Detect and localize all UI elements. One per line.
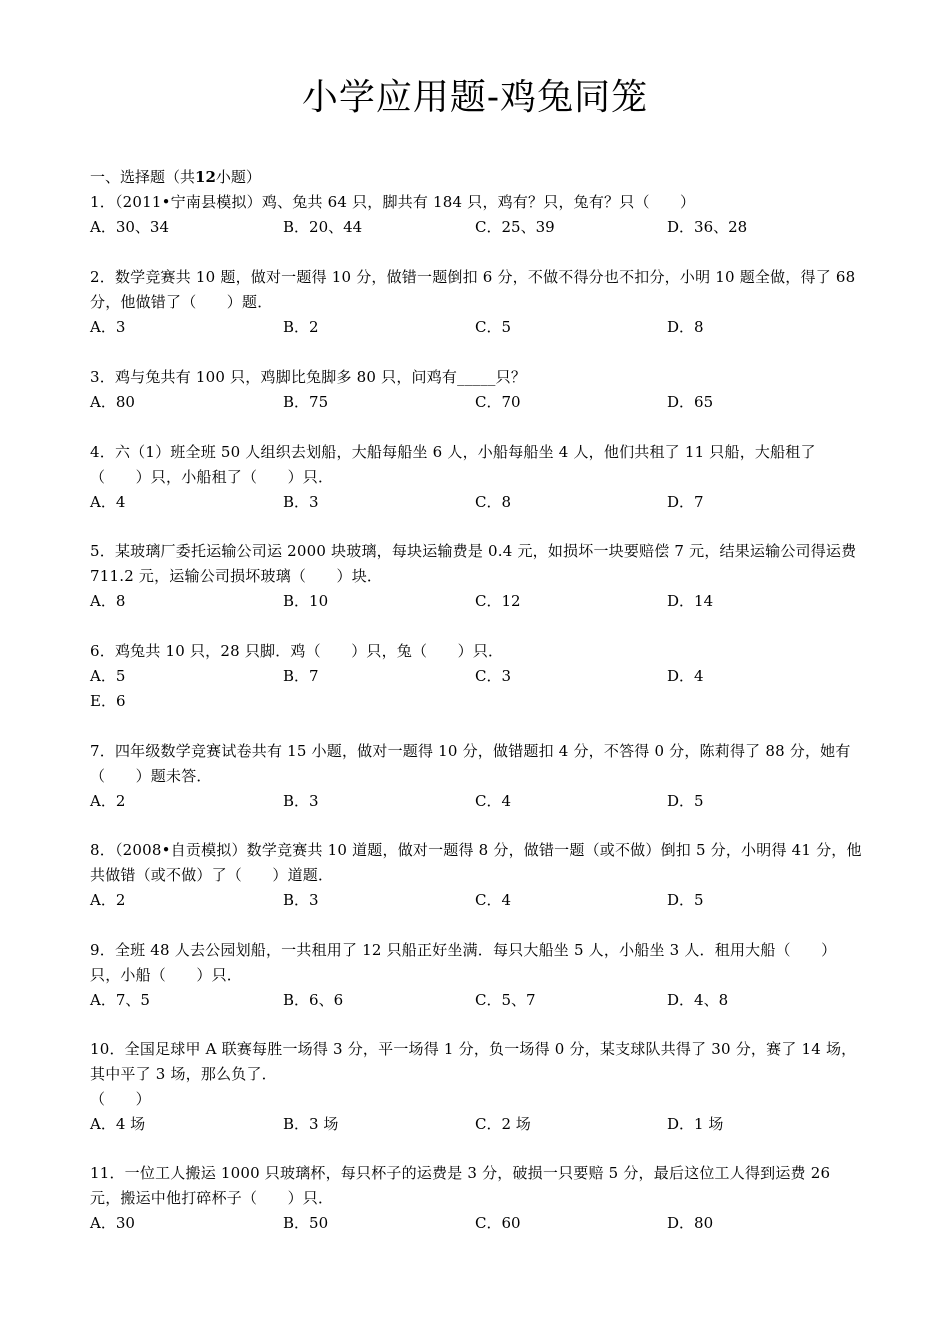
option-row <box>90 390 865 415</box>
option-c: C．70 <box>475 393 521 411</box>
question-stem: 3．鸡与兔共有 100 只，鸡脚比兔脚多 80 只，问鸡有_____只？ <box>90 368 527 386</box>
option-row <box>90 664 865 689</box>
question-stem: 4．六（1）班全班 50 人组织去划船，大船每船坐 6 人，小船每船坐 4 人，他们共租了 11 只船，大船租了（ ）只，小船租了（ ）只． <box>90 443 816 486</box>
question-stem: 9．全班 48 人去公园划船，一共租用了 12 只船正好坐满．每只大船坐 5 人，小船坐 3 人．租用大船（ ）只，小船（ ）只． <box>90 941 837 984</box>
answer-blank: （ ） <box>90 1090 151 1108</box>
question-stem: 7．四年级数学竞赛试卷共有 15 小题，做对一题得 10 分，做错题扣 4 分，不答得 0 分，陈莉得了 88 分，她有（ ）题未答． <box>90 742 851 785</box>
option-d: D．8 <box>667 318 704 336</box>
option-a: A．30、34 <box>90 218 170 236</box>
question-8 <box>90 838 865 913</box>
option-row <box>90 1211 865 1236</box>
option-a: A．2 <box>90 792 126 810</box>
option-a: A．7、5 <box>90 991 150 1009</box>
option-row <box>90 315 865 340</box>
option-d: D．80 <box>667 1214 714 1232</box>
option-c: C．2 场 <box>475 1115 531 1133</box>
question-stem: 1．（2011•宁南县模拟）鸡、兔共 64 只，脚共有 184 只，鸡有？只，兔有？只（ ） <box>90 193 696 211</box>
option-c: C．12 <box>475 592 521 610</box>
option-a: A．5 <box>90 667 126 685</box>
option-c: C．60 <box>475 1214 521 1232</box>
option-b: B．3 <box>283 891 319 909</box>
option-b: B．3 <box>283 493 319 511</box>
option-row <box>90 589 865 614</box>
option-c: C．4 <box>475 891 512 909</box>
option-c: C．8 <box>475 493 512 511</box>
option-b: B．6、6 <box>283 991 344 1009</box>
section-prefix: 一、选择题（共 <box>90 168 196 186</box>
question-1 <box>90 190 865 240</box>
option-a: A．3 <box>90 318 126 336</box>
option-row <box>90 789 865 814</box>
option-d: D．1 场 <box>667 1115 724 1133</box>
section-heading <box>90 167 261 187</box>
option-b: B．10 <box>283 592 329 610</box>
question-5 <box>90 539 865 614</box>
option-c: C．4 <box>475 792 512 810</box>
option-a: A．2 <box>90 891 126 909</box>
question-stem: 11．一位工人搬运 1000 只玻璃杯，每只杯子的运费是 3 分，破损一只要赔 5 分，最后这位工人得到运费 26 元，搬运中他打碎杯子（ ）只． <box>90 1164 831 1207</box>
option-d: D．4、8 <box>667 991 729 1009</box>
option-b: B．50 <box>283 1214 329 1232</box>
option-b: B．3 <box>283 792 319 810</box>
question-10 <box>90 1037 865 1137</box>
option-row <box>90 888 865 913</box>
question-2 <box>90 265 865 340</box>
option-d: D．36、28 <box>667 218 748 236</box>
question-3 <box>90 365 865 415</box>
option-d: D．14 <box>667 592 714 610</box>
option-a: A．4 场 <box>90 1115 146 1133</box>
option-c: C．25、39 <box>475 218 555 236</box>
option-b: B．2 <box>283 318 319 336</box>
option-b: B．20、44 <box>283 218 363 236</box>
section-count: 12 <box>195 168 216 186</box>
option-a: A．30 <box>90 1214 135 1232</box>
question-stem: 8．（2008•自贡模拟）数学竞赛共 10 道题，做对一题得 8 分，做错一题（或不做）倒扣 5 分，小明得 41 分，他共做错（或不做）了（ ）道题． <box>90 841 862 884</box>
section-suffix: 小题） <box>215 168 261 186</box>
option-a: A．8 <box>90 592 126 610</box>
question-6 <box>90 639 865 714</box>
option-d: D．7 <box>667 493 704 511</box>
option-d: D．5 <box>667 891 704 909</box>
question-9 <box>90 938 865 1013</box>
option-b: B．3 场 <box>283 1115 339 1133</box>
option-d: D．5 <box>667 792 704 810</box>
question-stem: 2．数学竞赛共 10 题，做对一题得 10 分，做错一题倒扣 6 分，不做不得分也不扣分，小明 10 题全做，得了 68 分，他做错了（ ）题． <box>90 268 856 311</box>
option-a: A．80 <box>90 393 135 411</box>
question-stem: 6．鸡兔共 10 只，28 只脚．鸡（ ）只，兔（ ）只． <box>90 642 504 660</box>
option-row <box>90 490 865 515</box>
option-d: D．4 <box>667 667 704 685</box>
option-e: E．6 <box>90 692 126 710</box>
option-b: B．7 <box>283 667 319 685</box>
question-4 <box>90 440 865 515</box>
question-11 <box>90 1161 865 1236</box>
option-row <box>90 988 865 1013</box>
option-c: C．5 <box>475 318 512 336</box>
question-stem: 10．全国足球甲 A 联赛每胜一场得 3 分，平一场得 1 分，负一场得 0 分，某支球队共得了 30 分，赛了 14 场，其中平了 3 场，那么负了． <box>90 1040 857 1083</box>
option-row <box>90 1112 865 1137</box>
option-c: C．3 <box>475 667 512 685</box>
question-7 <box>90 739 865 814</box>
option-b: B．75 <box>283 393 329 411</box>
option-a: A．4 <box>90 493 126 511</box>
question-stem: 5．某玻璃厂委托运输公司运 2000 块玻璃，每块运输费是 0.4 元，如损坏一块要赔偿 7 元，结果运输公司得运费 711.2 元，运输公司损坏玻璃（ ）块． <box>90 542 857 585</box>
page-title: 小学应用题-鸡兔同笼 <box>301 77 649 118</box>
option-d: D．65 <box>667 393 714 411</box>
option-row <box>90 215 865 240</box>
option-c: C．5、7 <box>475 991 536 1009</box>
